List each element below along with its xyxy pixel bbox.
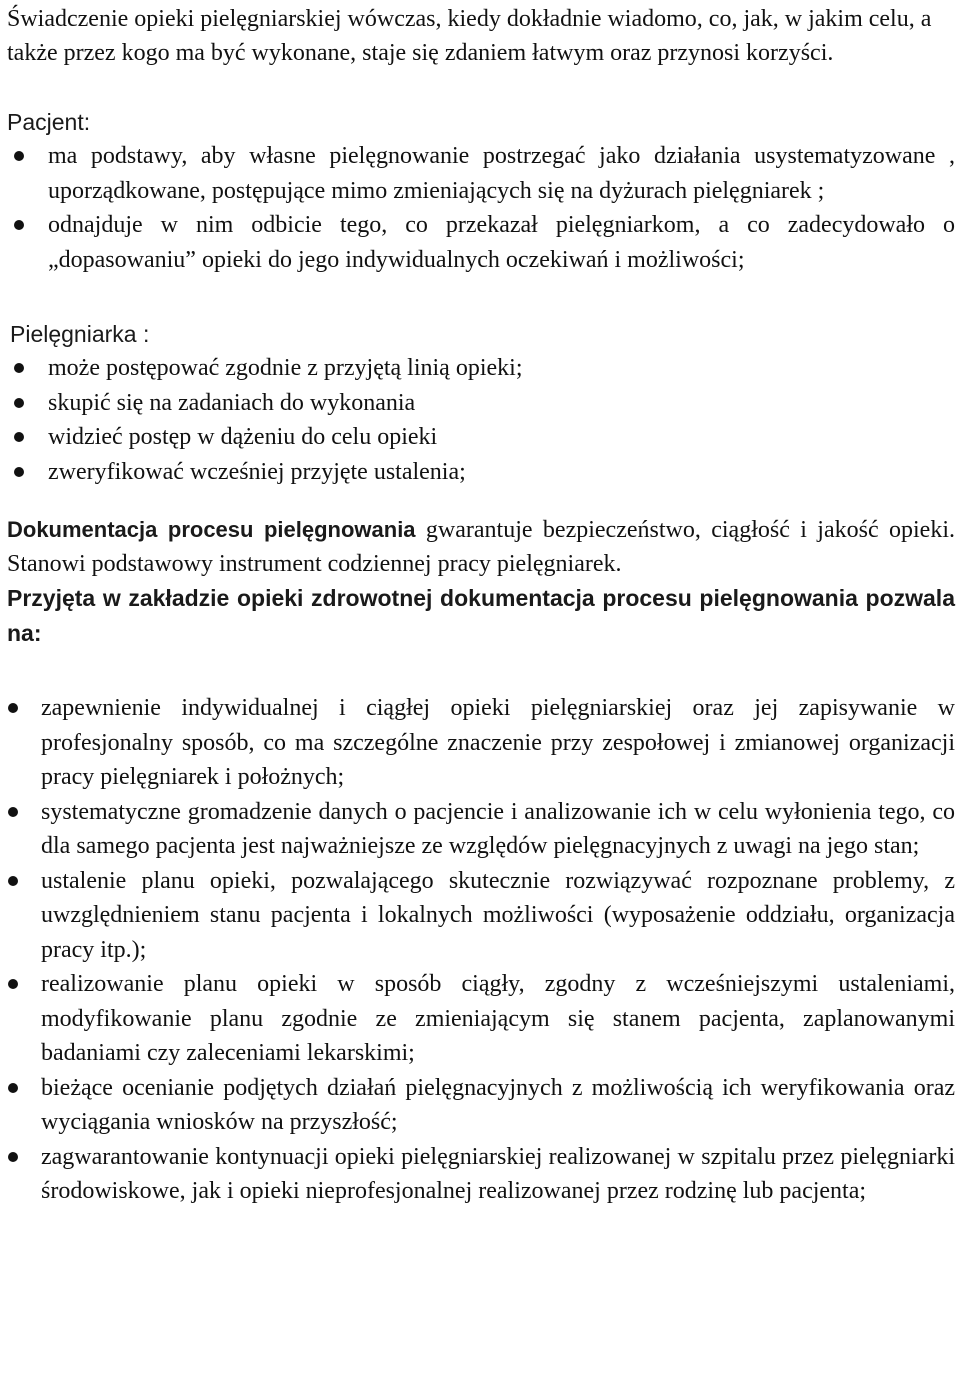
list-item: realizowanie planu opieki w sposób ciągły, zgodny z wcześniejszymi ustaleniami, modyfikowanie planu zgodnie ze zmieniającym się stanem pacjenta, zaplanowanymi badaniami czy zaleceniami lekarskimi; — [7, 967, 955, 1071]
list-item: zapewnienie indywidualnej i ciągłej opieki pielęgniarskiej oraz jej zapisywanie w profesjonalny sposób, co ma szczególne znaczenie przy zespołowej i zmianowej organizacji pracy pielęgniarek i położnych; — [7, 691, 955, 795]
list-item: zweryfikować wcześniej przyjęte ustalenia; — [7, 455, 955, 490]
document-page — [7, 3, 955, 1209]
list-item: systematyczne gromadzenie danych o pacjencie i analizowanie ich w celu wyłonienia tego, co dla samego pacjenta jest najważniejsze ze względów pielęgnacyjnych z uwagi na jego stan; — [7, 795, 955, 864]
przyjeta-heading: Przyjęta w zakładzie opieki zdrowotnej dokumentacja procesu pielęgnowania pozwala na: — [7, 585, 955, 646]
intro-paragraph: Świadczenie opieki pielęgniarskiej wówczas, kiedy dokładnie wiadomo, co, jak, w jakim celu, a także przez kogo ma być wykonane, staje się zdaniem łatwym oraz przynosi korzyści. — [7, 6, 932, 66]
pacjent-list — [7, 139, 955, 277]
dokumentacja-paragraph — [7, 513, 955, 581]
dokumentacja-bold-term: Dokumentacja procesu pielęgnowania — [7, 517, 416, 542]
list-item: ustalenie planu opieki, pozwalającego skutecznie rozwiązywać rozpoznane problemy, z uwzględnieniem stanu pacjenta i lokalnych możliwości (wyposażenie oddziału, organizacja pracy itp.); — [7, 864, 955, 968]
list-item: może postępować zgodnie z przyjętą linią opieki; — [7, 351, 955, 386]
list-item: skupić się na zadaniach do wykonania — [7, 386, 955, 421]
list-item: zagwarantowanie kontynuacji opieki pielęgniarskiej realizowanej w szpitalu przez pielęgniarki środowiskowe, jak i opieki nieprofesjonalnej realizowanej przez rodzinę lub pacjenta; — [7, 1140, 955, 1209]
list-item: odnajduje w nim odbicie tego, co przekazał pielęgniarkom, a co zadecydowało o „dopasowaniu” opieki do jego indywidualnych oczekiwań i możliwości; — [7, 208, 955, 277]
list-item: bieżące ocenianie podjętych działań pielęgnacyjnych z możliwością ich weryfikowania oraz wyciągania wniosków na przyszłość; — [7, 1071, 955, 1140]
list-item: ma podstawy, aby własne pielęgnowanie postrzegać jako działania usystematyzowane , uporządkowane, postępujące mimo zmieniających się na dyżurach pielęgniarek ; — [7, 139, 955, 208]
list-item: widzieć postęp w dążeniu do celu opieki — [7, 420, 955, 455]
pielegniarka-heading: Pielęgniarka : — [10, 321, 150, 347]
pacjent-heading: Pacjent: — [7, 109, 91, 135]
benefits-list — [7, 691, 955, 1209]
pielegniarka-list — [7, 351, 955, 489]
dokumentacja-text: gwarantuje bezpieczeństwo, ciągłość i jakość opieki. Stanowi podstawowy instrument codziennej pracy pielęgniarek. — [7, 517, 955, 577]
